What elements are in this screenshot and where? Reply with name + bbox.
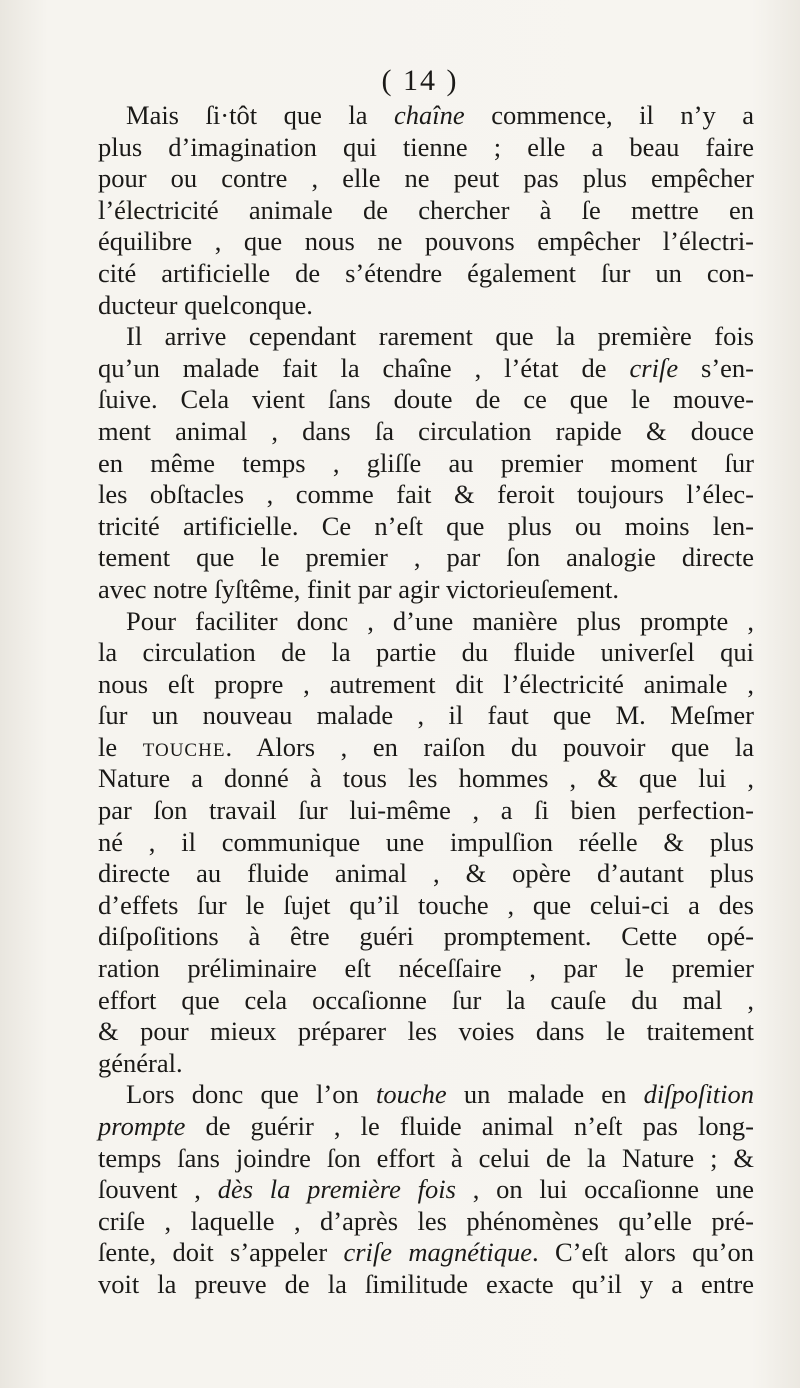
text-segment: d’effets ſur le ſujet qu’il touche , que celui-ci a des	[98, 889, 754, 920]
text-segment: effort que cela occaſionne ſur la cauſe du mal ,	[98, 984, 754, 1015]
text-line	[98, 384, 754, 416]
text-line	[98, 953, 754, 985]
text-segment: ſur un nouveau malade , il faut que M. Meſmer	[98, 700, 754, 731]
text-segment: de guérir , le fluide animal n’eſt pas long-	[185, 1111, 754, 1141]
text-segment: temps ſans joindre ſon effort à celui de la Nature ; &	[98, 1142, 754, 1173]
text-segment: ducteur quelconque.	[98, 289, 313, 320]
text-line	[98, 1206, 754, 1238]
text-line	[98, 511, 754, 543]
text-line	[98, 290, 754, 322]
text-segment: voit la preuve de la ſimilitude exacte qu’il y a entre	[98, 1268, 754, 1299]
text-line	[98, 858, 754, 890]
paragraph	[98, 1079, 754, 1300]
text-line	[98, 1143, 754, 1175]
text-segment: cité artificielle de s’étendre également ſur un con-	[98, 257, 754, 288]
text-segment: diſpoſition	[643, 1079, 754, 1110]
text-segment: & pour mieux préparer les voies dans le traitement	[98, 1016, 754, 1047]
text-segment: ſuive. Cela vient ſans doute de ce que le mouve-	[98, 384, 754, 415]
text-line	[98, 321, 754, 353]
text-line	[98, 1048, 754, 1080]
text-segment: Mais ſi·tôt que la	[126, 100, 395, 130]
text-segment: ſente, doit s’appeler	[98, 1237, 344, 1268]
text-line	[98, 985, 754, 1017]
text-segment: équilibre , que nous ne pouvons empêcher l’électri-	[98, 226, 754, 257]
text-segment: touche	[142, 731, 226, 762]
text-segment: touche	[375, 1079, 447, 1110]
text-segment: l’électricité animale de chercher à ſe mettre en	[98, 194, 754, 225]
text-line	[98, 732, 754, 764]
body-text	[98, 100, 754, 1301]
text-segment: criſe	[629, 352, 679, 383]
text-line	[98, 1174, 754, 1206]
text-line	[98, 195, 754, 227]
text-line	[98, 1111, 754, 1143]
text-segment: Il arrive cependant rarement que la première fois	[126, 321, 754, 352]
text-line	[98, 890, 754, 922]
text-segment: général.	[98, 1047, 183, 1078]
text-line	[98, 637, 754, 669]
text-line	[98, 132, 754, 164]
text-line	[98, 479, 754, 511]
text-segment: les obſtacles , comme fait & feroit toujours l’élec-	[98, 479, 754, 510]
text-segment: tement que le premier , par ſon analogie directe	[98, 542, 754, 573]
text-line	[98, 1016, 754, 1048]
text-line	[98, 921, 754, 953]
text-segment: directe au fluide animal , & opère d’autant plus	[98, 858, 754, 889]
text-segment: pour ou contre , elle ne peut pas plus empêcher	[98, 163, 754, 194]
paragraph	[98, 100, 754, 321]
text-segment: un malade en	[446, 1079, 644, 1110]
text-segment: , on lui occaſionne une	[455, 1174, 754, 1205]
text-line	[98, 763, 754, 795]
text-segment: qu’un malade fait la chaîne , l’état de	[98, 352, 630, 383]
text-segment: avec notre ſyſtême, finit par agir victorieuſement.	[98, 573, 619, 604]
text-segment: né , il communique une impulſion réelle & plus	[98, 826, 754, 857]
text-segment: commence, il n’y a	[464, 100, 754, 130]
text-line	[98, 1079, 754, 1111]
text-segment: plus d’imagination qui tienne ; elle a beau faire	[98, 131, 754, 162]
text-segment: chaîne	[394, 100, 465, 130]
text-segment: s’en-	[678, 352, 754, 383]
text-segment: . Alors , en raiſon du pouvoir que la	[225, 731, 754, 762]
text-segment: Nature a donné à tous les hommes , & que lui ,	[98, 763, 754, 794]
text-segment: criſe , laquelle , d’après les phénomènes qu’elle pré-	[98, 1205, 754, 1236]
text-segment: tricité artificielle. Ce n’eſt que plus ou moins len-	[98, 510, 754, 541]
text-line	[98, 669, 754, 701]
text-segment: ſouvent ,	[98, 1174, 218, 1205]
paragraph	[98, 606, 754, 1080]
paragraph	[98, 321, 754, 605]
text-line	[98, 542, 754, 574]
text-line	[98, 416, 754, 448]
text-segment: criſe magnétique	[343, 1237, 533, 1268]
text-line	[98, 795, 754, 827]
text-line	[98, 1237, 754, 1269]
text-line	[98, 163, 754, 195]
text-line	[98, 353, 754, 385]
text-segment: la circulation de la partie du fluide univerſel qui	[98, 637, 754, 668]
text-segment: le	[98, 731, 143, 762]
text-segment: Lors donc que l’on	[126, 1079, 376, 1110]
text-line	[98, 606, 754, 638]
text-segment: en même temps , gliſſe au premier moment ſur	[98, 447, 754, 478]
text-line	[98, 827, 754, 859]
text-line	[98, 574, 754, 606]
text-segment: ment animal , dans ſa circulation rapide & douce	[98, 415, 754, 446]
text-segment: Pour faciliter donc , d’une manière plus prompte ,	[126, 605, 754, 636]
text-segment: nous eſt propre , autrement dit l’électricité animale ,	[98, 668, 754, 699]
text-line	[98, 448, 754, 480]
text-line	[98, 100, 754, 132]
text-line	[98, 700, 754, 732]
page-number: ( 14 )	[381, 64, 459, 97]
text-segment: diſpoſitions à être guéri promptement. Cette opé-	[98, 921, 754, 952]
text-segment: . C’eſt alors qu’on	[532, 1237, 754, 1268]
text-line	[98, 1269, 754, 1301]
text-line	[98, 258, 754, 290]
text-segment: dès la première fois	[217, 1174, 456, 1205]
text-segment: ration préliminaire eſt néceſſaire , par le premier	[98, 953, 754, 984]
text-segment: prompte	[98, 1111, 186, 1141]
text-line	[98, 226, 754, 258]
text-segment: par ſon travail ſur lui-même , a ſi bien perfection-	[98, 795, 754, 826]
